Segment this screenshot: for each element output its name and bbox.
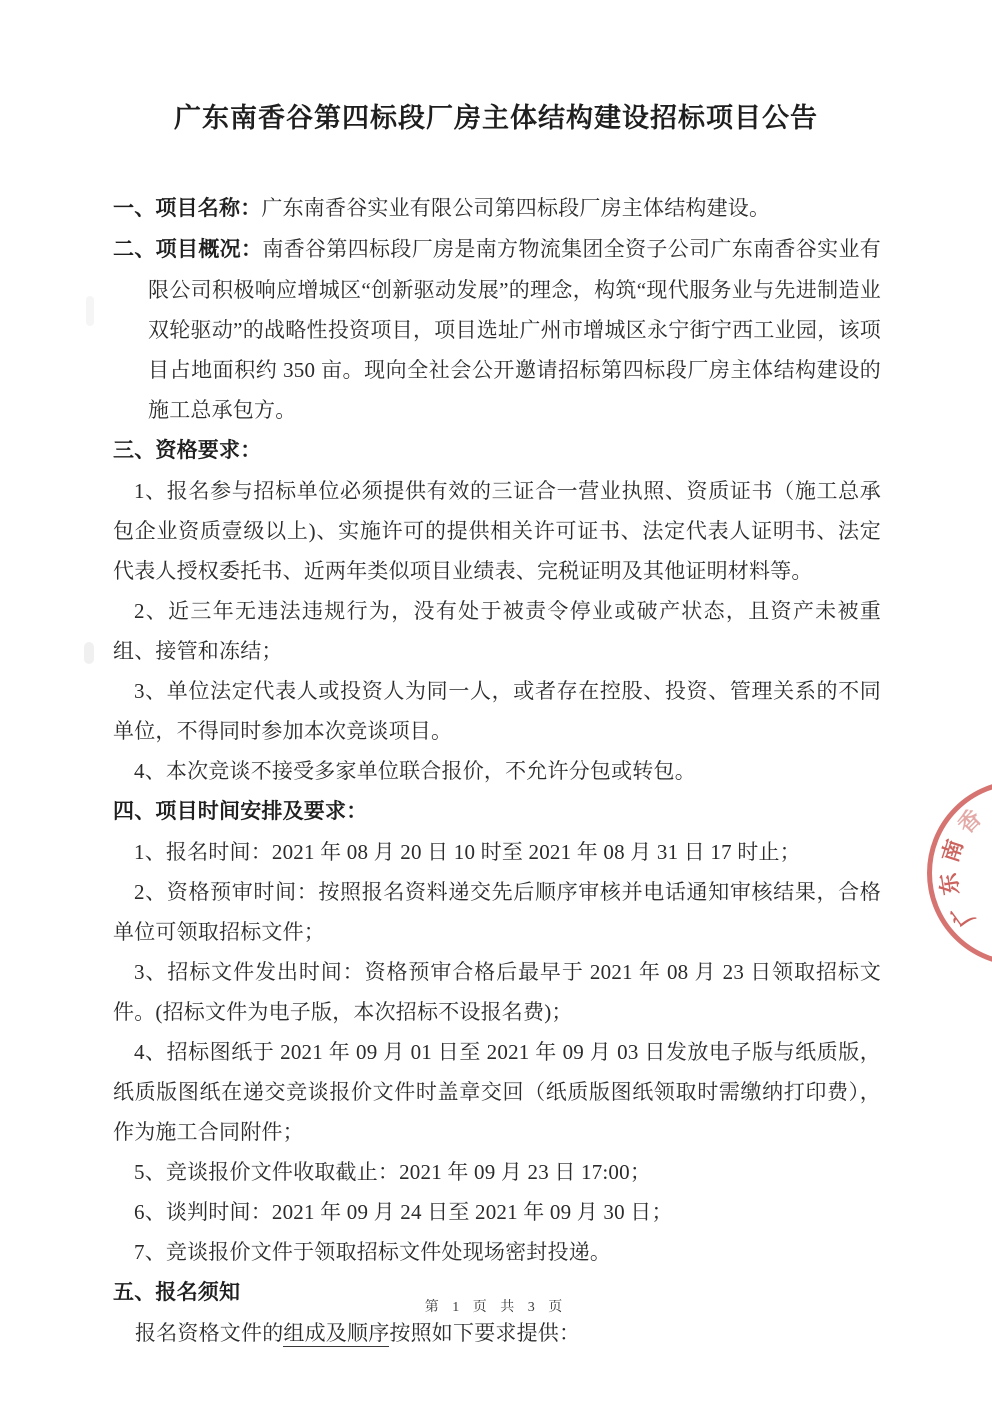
paragraph-text: 2、近三年无违法违规行为，没有处于被责令停业或破产状态，且资产未被重组、接管和冻结； (113, 599, 881, 663)
paragraph-text: 广东南香谷实业有限公司第四标段厂房主体结构建设。 (261, 196, 771, 220)
scan-artifact (86, 296, 94, 326)
section-heading-qualifications (113, 430, 881, 471)
qualification-item-4 (113, 751, 881, 791)
schedule-item-6 (113, 1192, 881, 1232)
paragraph-project-overview (113, 229, 881, 430)
section-heading-label: 五、报名须知 (113, 1281, 241, 1304)
schedule-item-3 (113, 952, 881, 1032)
paragraph-text: 5、竞谈报价文件收取截止：2021 年 09 月 23 日 17:00； (134, 1160, 652, 1184)
paragraph-label: 一、项目名称： (113, 197, 262, 220)
paragraph-label: 二、项目概况： (113, 238, 263, 261)
qualification-item-3 (113, 671, 881, 751)
document-body (113, 188, 881, 1353)
schedule-item-5 (113, 1152, 881, 1192)
paragraph-text: 1、报名参与招标单位必须提供有效的三证合一营业执照、资质证书（施工总承包企业资质壹级以上)、实施许可的提供相关许可证书、法定代表人证明书、法定代表人授权委托书、近两年类似项目业绩表、完税证明及其他证明材料等。 (113, 479, 881, 583)
paragraph-text: 3、招标文件发出时间：资格预审合格后最早于 2021 年 08 月 23 日领取招标文件。(招标文件为电子版，本次招标不设报名费)； (113, 960, 881, 1024)
section-heading-label: 四、项目时间安排及要求： (113, 800, 368, 823)
seal-char: 广 (946, 899, 980, 932)
schedule-item-1 (113, 832, 881, 872)
seal-char: 南 (937, 836, 968, 866)
underlined-phrase: 组成及顺序 (283, 1321, 390, 1345)
paragraph-text: 1、报名时间：2021 年 08 月 20 日 10 时至 2021 年 08 月 31 日 17 时止； (134, 840, 801, 864)
paragraph-text: 6、谈判时间：2021 年 09 月 24 日至 2021 年 09 月 30 日； (134, 1200, 673, 1224)
registration-notice-line (113, 1313, 881, 1353)
qualification-item-2 (113, 591, 881, 671)
schedule-item-7 (113, 1232, 881, 1272)
schedule-item-4 (113, 1032, 881, 1152)
paragraph-text: 3、单位法定代表人或投资人为同一人，或者存在控股、投资、管理关系的不同单位，不得同时参加本次竞谈项目。 (113, 679, 881, 743)
page-title: 广东南香谷第四标段厂房主体结构建设招标项目公告 (174, 103, 818, 133)
qualification-item-1 (113, 471, 881, 591)
section-heading-schedule (113, 791, 881, 832)
seal-char: 东 (935, 871, 964, 897)
paragraph-text: 4、本次竞谈不接受多家单位联合报价，不允许分包或转包。 (134, 759, 696, 783)
scan-artifact (84, 642, 94, 664)
footer-page-number: 第 1 页 共 3 页 (424, 1300, 568, 1315)
paragraph-text: 按照如下要求提供： (389, 1321, 581, 1345)
paragraph-text: 7、竞谈报价文件于领取招标文件处现场密封投递。 (134, 1240, 612, 1264)
section-heading-label: 三、资格要求： (113, 439, 262, 462)
paragraph-project-name (113, 188, 881, 229)
seal-char: 香 (953, 805, 987, 839)
paragraph-text: 报名资格文件的 (135, 1321, 284, 1345)
paragraph-text: 4、招标图纸于 2021 年 09 月 01 日至 2021 年 09 月 03 日发放电子版与纸质版，纸质版图纸在递交竞谈报价文件时盖章交回（纸质版图纸领取时需缴纳打印费），作为施工合同附件； (113, 1040, 881, 1144)
paragraph-text: 2、资格预审时间：按照报名资料递交先后顺序审核并电话通知审核结果，合格单位可领取招标文件； (113, 880, 881, 944)
schedule-item-2 (113, 872, 881, 952)
paragraph-text: 南香谷第四标段厂房是南方物流集团全资子公司广东南香谷实业有限公司积极响应增城区“创新驱动发展”的理念，构筑“现代服务业与先进制造业双轮驱动”的战略性投资项目，项目选址广州市增城区永宁街宁西工业园，该项目占地面积约 350 亩。现向全社会公开邀请招标第四标段厂房主体结构建设的施工总承包方。 (148, 237, 881, 422)
